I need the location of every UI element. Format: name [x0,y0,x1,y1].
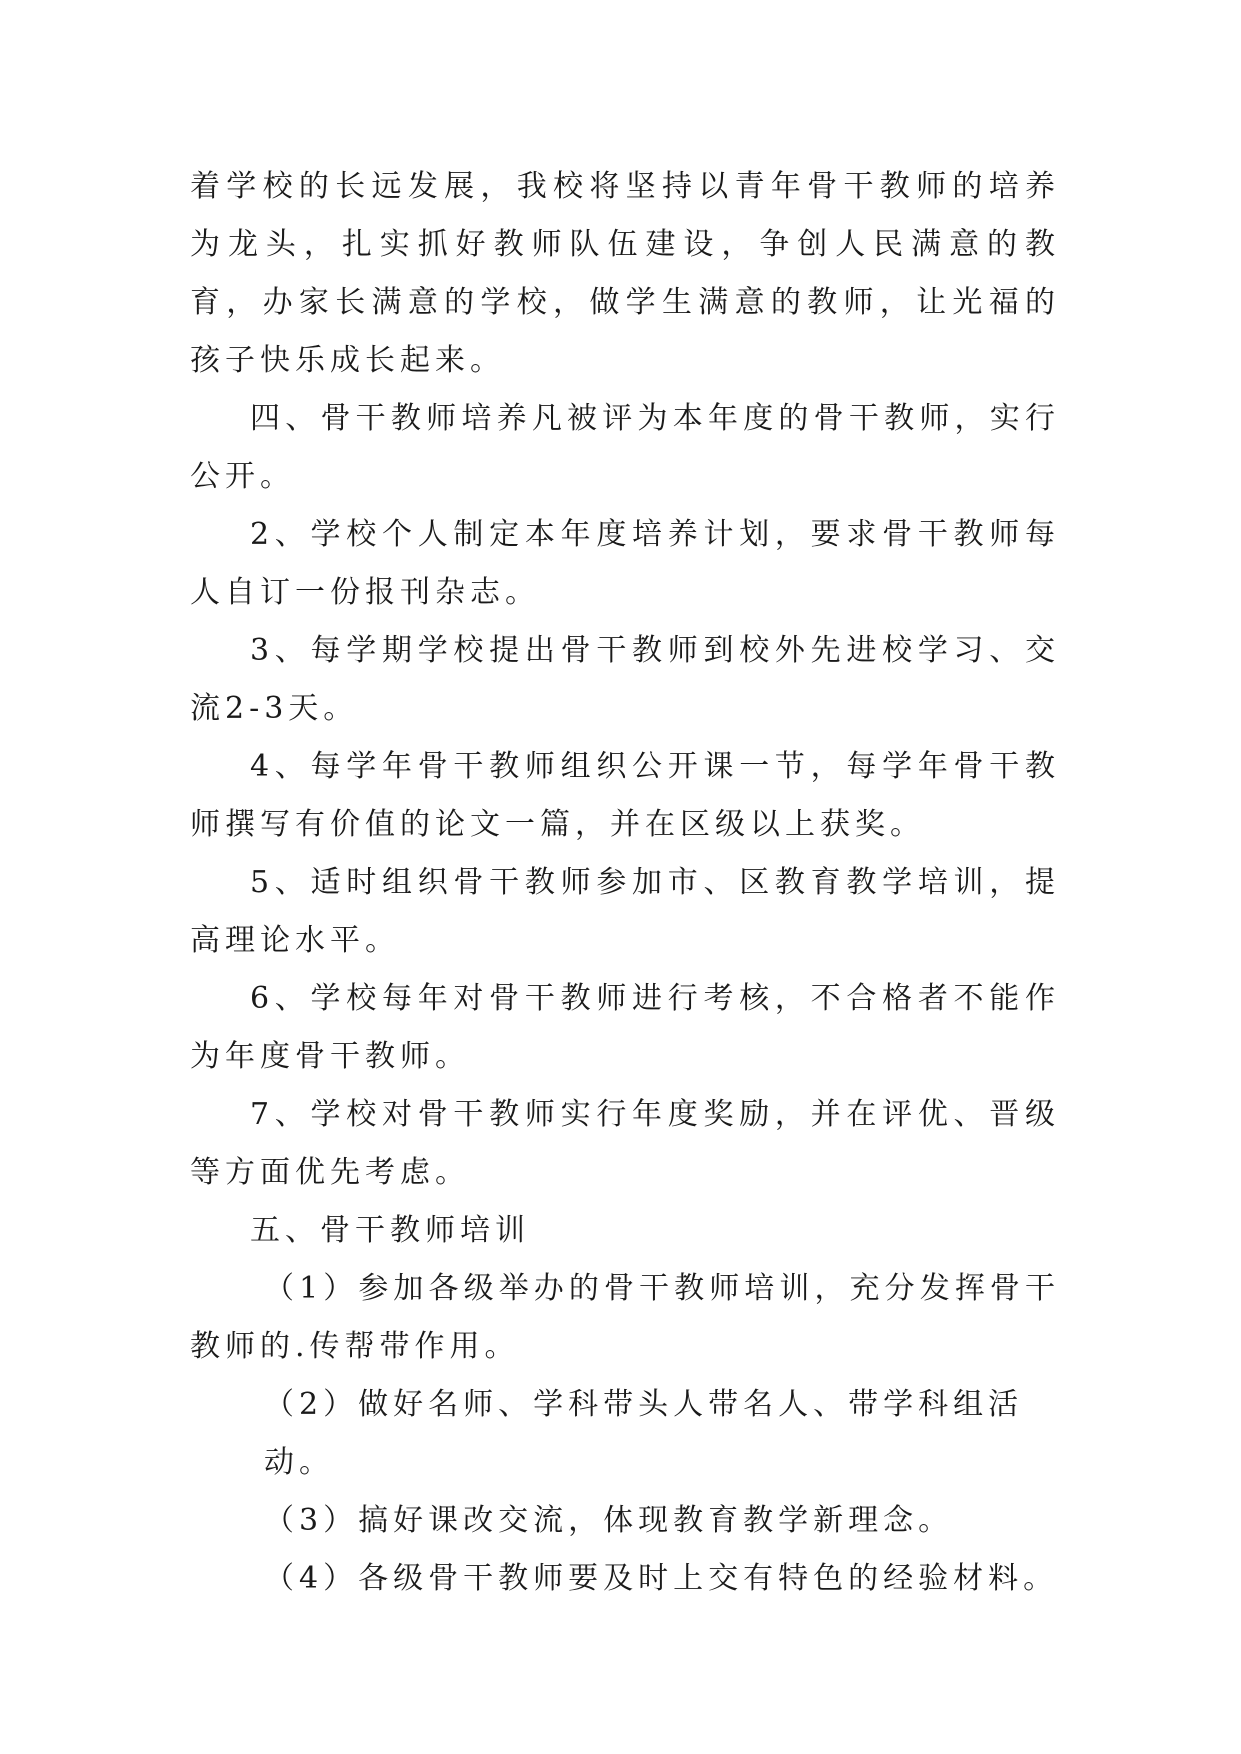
paragraph-item-3: 3、每学期学校提出骨干教师到校外先进校学习、交流2-3天。 [190,633,1060,726]
section-heading-five: 五、骨干教师培训 [250,1213,530,1248]
training-item-3: （3）搞好课改交流，体现教育教学新理念。 [264,1503,954,1538]
section-heading-four: 四、骨干教师培养凡被评为本年度的骨干教师，实行公开。 [190,401,1060,494]
document-body [190,158,1060,1608]
paragraph-item-6: 6、学校每年对骨干教师进行考核，不合格者不能作为年度骨干教师。 [190,981,1060,1074]
paragraph-item-5: 5、适时组织骨干教师参加市、区教育教学培训，提高理论水平。 [190,865,1060,958]
paragraph-item-2: 2、学校个人制定本年度培养计划，要求骨干教师每人自订一份报刊杂志。 [190,517,1060,610]
training-item-2: （2）做好名师、学科带头人带名人、带学科组活动。 [264,1387,1024,1480]
paragraph-item-4: 4、每学年骨干教师组织公开课一节，每学年骨干教师撰写有价值的论文一篇，并在区级以上获奖。 [190,749,1060,842]
paragraph-item-7: 7、学校对骨干教师实行年度奖励，并在评优、晋级等方面优先考虑。 [190,1097,1060,1190]
paragraph-development: 着学校的长远发展，我校将坚持以青年骨干教师的培养为龙头，扎实抓好教师队伍建设，争创人民满意的教育，办家长满意的学校，做学生满意的教师，让光福的孩子快乐成长起来。 [190,169,1060,378]
training-item-4: （4）各级骨干教师要及时上交有特色的经验材料。 [264,1561,1059,1596]
training-item-1: （1）参加各级举办的骨干教师培训，充分发挥骨干教师的.传帮带作用。 [190,1271,1060,1364]
